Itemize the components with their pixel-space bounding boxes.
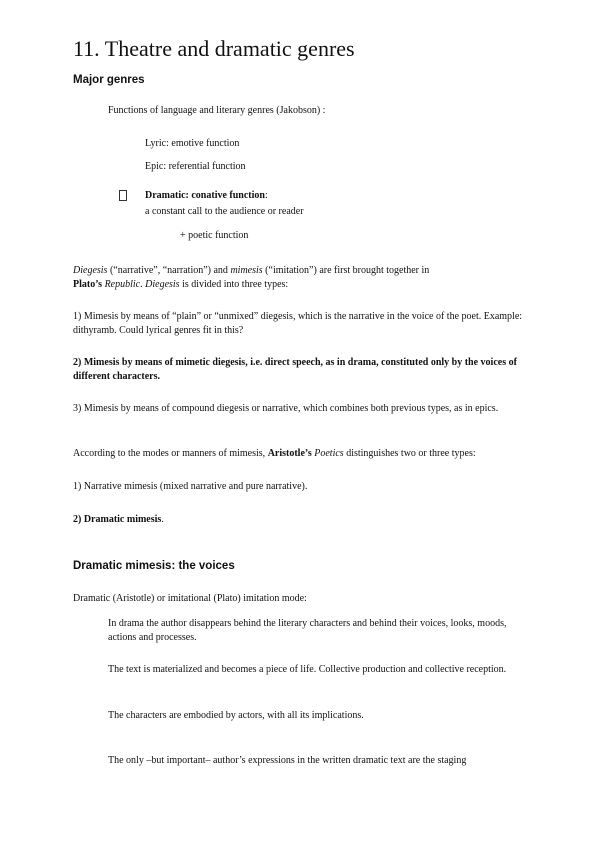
aristotle-text-2: distinguishes two or three types: xyxy=(343,448,476,459)
diegesis-text-3: . xyxy=(140,279,146,290)
aristotle-paragraph xyxy=(73,447,476,461)
dramatic-mimesis-end: . xyxy=(161,514,164,525)
type-3: 3) Mimesis by means of compound diegesis or narrative, which combines both previous types, as in epics. xyxy=(73,403,499,414)
diegesis-paragraph-line1 xyxy=(73,264,429,278)
page-title: 11. Theatre and dramatic genres xyxy=(73,36,355,61)
dramatic-function xyxy=(145,189,268,203)
poetic-function: + poetic function xyxy=(180,230,249,241)
diegesis-paragraph-line2 xyxy=(73,278,288,292)
functions-intro: Functions of language and literary genres (Jakobson) : xyxy=(108,105,326,116)
mimesis-term: mimesis xyxy=(230,265,263,276)
type-1: 1) Mimesis by means of “plain” or “unmixed” diegesis, which is the narrative in the voice of the poet. Example: dithyramb. Could lyrical genres fit in this? xyxy=(73,311,523,336)
bullet-box-icon xyxy=(119,190,127,201)
republic-title: Republic xyxy=(104,279,141,290)
diegesis-text-2: (“imitation”) are first brought together in xyxy=(262,265,430,276)
voices-point-3: The characters are embodied by actors, with all its implications. xyxy=(108,710,364,721)
voices-point-2: The text is materialized and becomes a piece of life. Collective production and collective reception. xyxy=(108,664,507,675)
plato-name: Plato’s xyxy=(73,279,103,290)
voices-intro: Dramatic (Aristotle) or imitational (Plato) imitation mode: xyxy=(73,593,307,604)
voices-point-1: In drama the author disappears behind the literary characters and behind their voices, looks, moods, actions and processes. xyxy=(108,618,507,643)
voices-point-4: The only –but important– author’s expressions in the written dramatic text are the staging xyxy=(108,755,467,766)
diegesis-text-1: (“narrative”, “narration”) and xyxy=(107,265,231,276)
aristotle-text-1: According to the modes or manners of mimesis, xyxy=(73,448,268,459)
narrative-mimesis: 1) Narrative mimesis (mixed narrative and pure narrative). xyxy=(73,481,308,492)
aristotle-name: Aristotle’s xyxy=(267,448,312,459)
dramatic-label: Dramatic: conative function xyxy=(145,190,265,201)
diegesis-term-2: Diegesis xyxy=(145,279,180,290)
epic-function: Epic: referential function xyxy=(145,161,246,172)
type-2: 2) Mimesis by means of mimetic diegesis, i.e. direct speech, as in drama, constituted only by the voices of different characters. xyxy=(73,357,517,382)
heading-major-genres: Major genres xyxy=(73,74,145,86)
poetics-title: Poetics xyxy=(314,448,344,459)
lyric-function: Lyric: emotive function xyxy=(145,138,240,149)
dramatic-detail: a constant call to the audience or reader xyxy=(145,206,304,217)
heading-dramatic-mimesis: Dramatic mimesis: the voices xyxy=(73,560,235,572)
diegesis-term: Diegesis xyxy=(73,265,108,276)
dramatic-colon: : xyxy=(264,190,268,201)
dramatic-mimesis-label: 2) Dramatic mimesis xyxy=(73,514,162,525)
diegesis-text-4: is divided into three types: xyxy=(179,279,289,290)
dramatic-mimesis-item xyxy=(73,513,164,527)
